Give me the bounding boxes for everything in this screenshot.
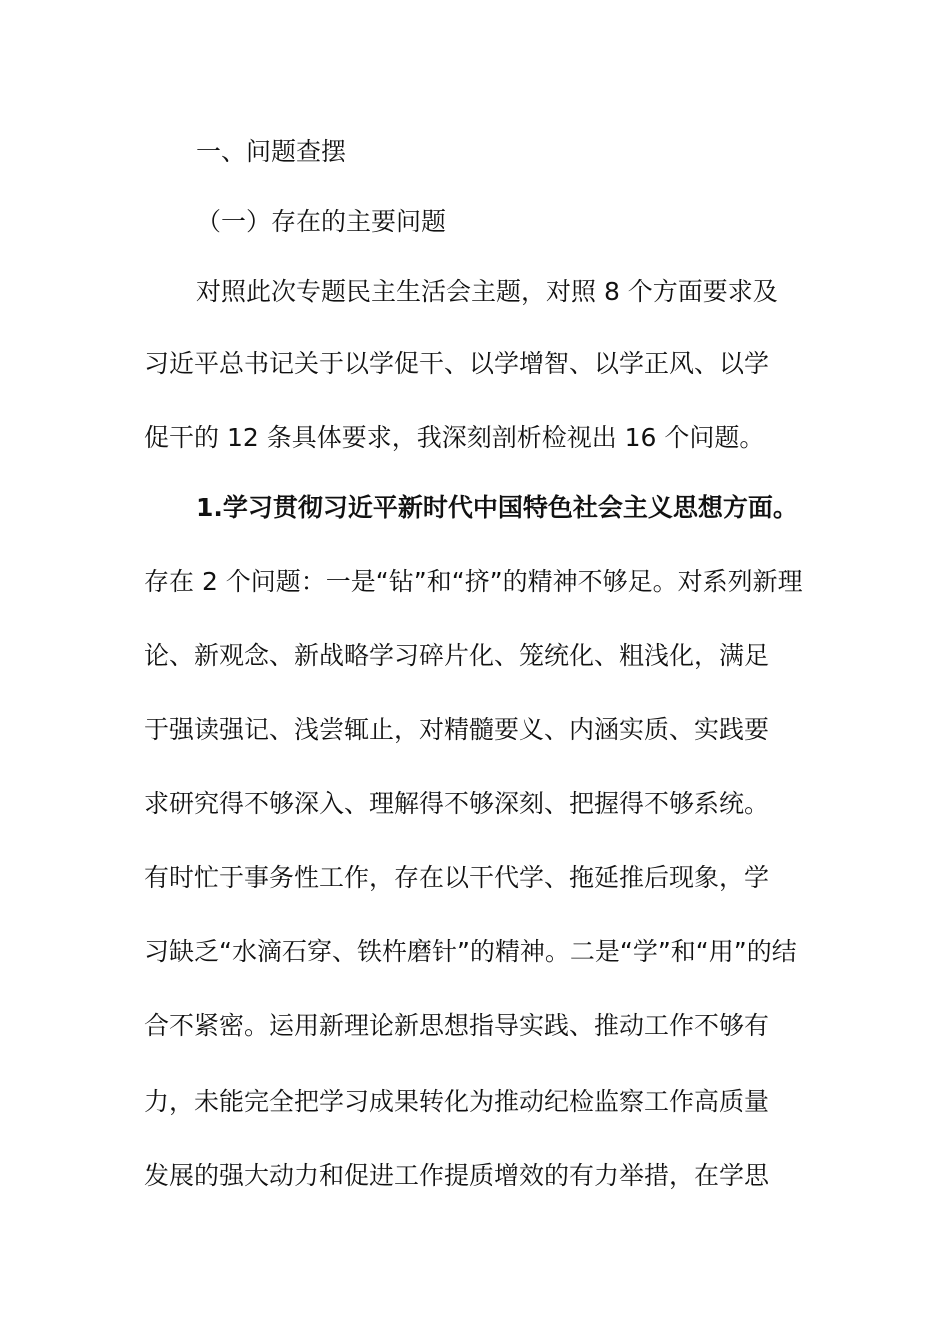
- section-heading: 一、问题查摆: [196, 137, 347, 166]
- body-line: 发展的强大动力和促进工作提质增效的有力举措，在学思: [144, 1161, 770, 1190]
- body-line: 于强读强记、浅尝辄止，对精髓要义、内涵实质、实践要: [144, 715, 770, 744]
- body-line: 论、新观念、新战略学习碎片化、笼统化、粗浅化，满足: [144, 641, 770, 670]
- intro-line: 习近平总书记关于以学促干、以学增智、以学正风、以学: [144, 349, 770, 378]
- body-line: 习缺乏“水滴石穿、铁杵磨针”的精神。二是“学”和“用”的结: [144, 937, 797, 966]
- intro-line: 对照此次专题民主生活会主题，对照 8 个方面要求及: [196, 277, 778, 306]
- item-title: 1.学习贯彻习近平新时代中国特色社会主义思想方面。: [196, 493, 798, 522]
- subsection-heading: （一）存在的主要问题: [196, 207, 447, 236]
- body-line: 有时忙于事务性工作，存在以干代学、拖延推后现象，学: [144, 863, 770, 892]
- body-line: 存在 2 个问题：一是“钻”和“挤”的精神不够足。对系列新理: [144, 567, 803, 596]
- body-line: 力，未能完全把学习成果转化为推动纪检监察工作高质量: [144, 1087, 770, 1116]
- body-line: 合不紧密。运用新理论新思想指导实践、推动工作不够有: [144, 1011, 770, 1040]
- body-line: 求研究得不够深入、理解得不够深刻、把握得不够系统。: [144, 789, 770, 818]
- intro-line: 促干的 12 条具体要求，我深刻剖析检视出 16 个问题。: [144, 423, 765, 452]
